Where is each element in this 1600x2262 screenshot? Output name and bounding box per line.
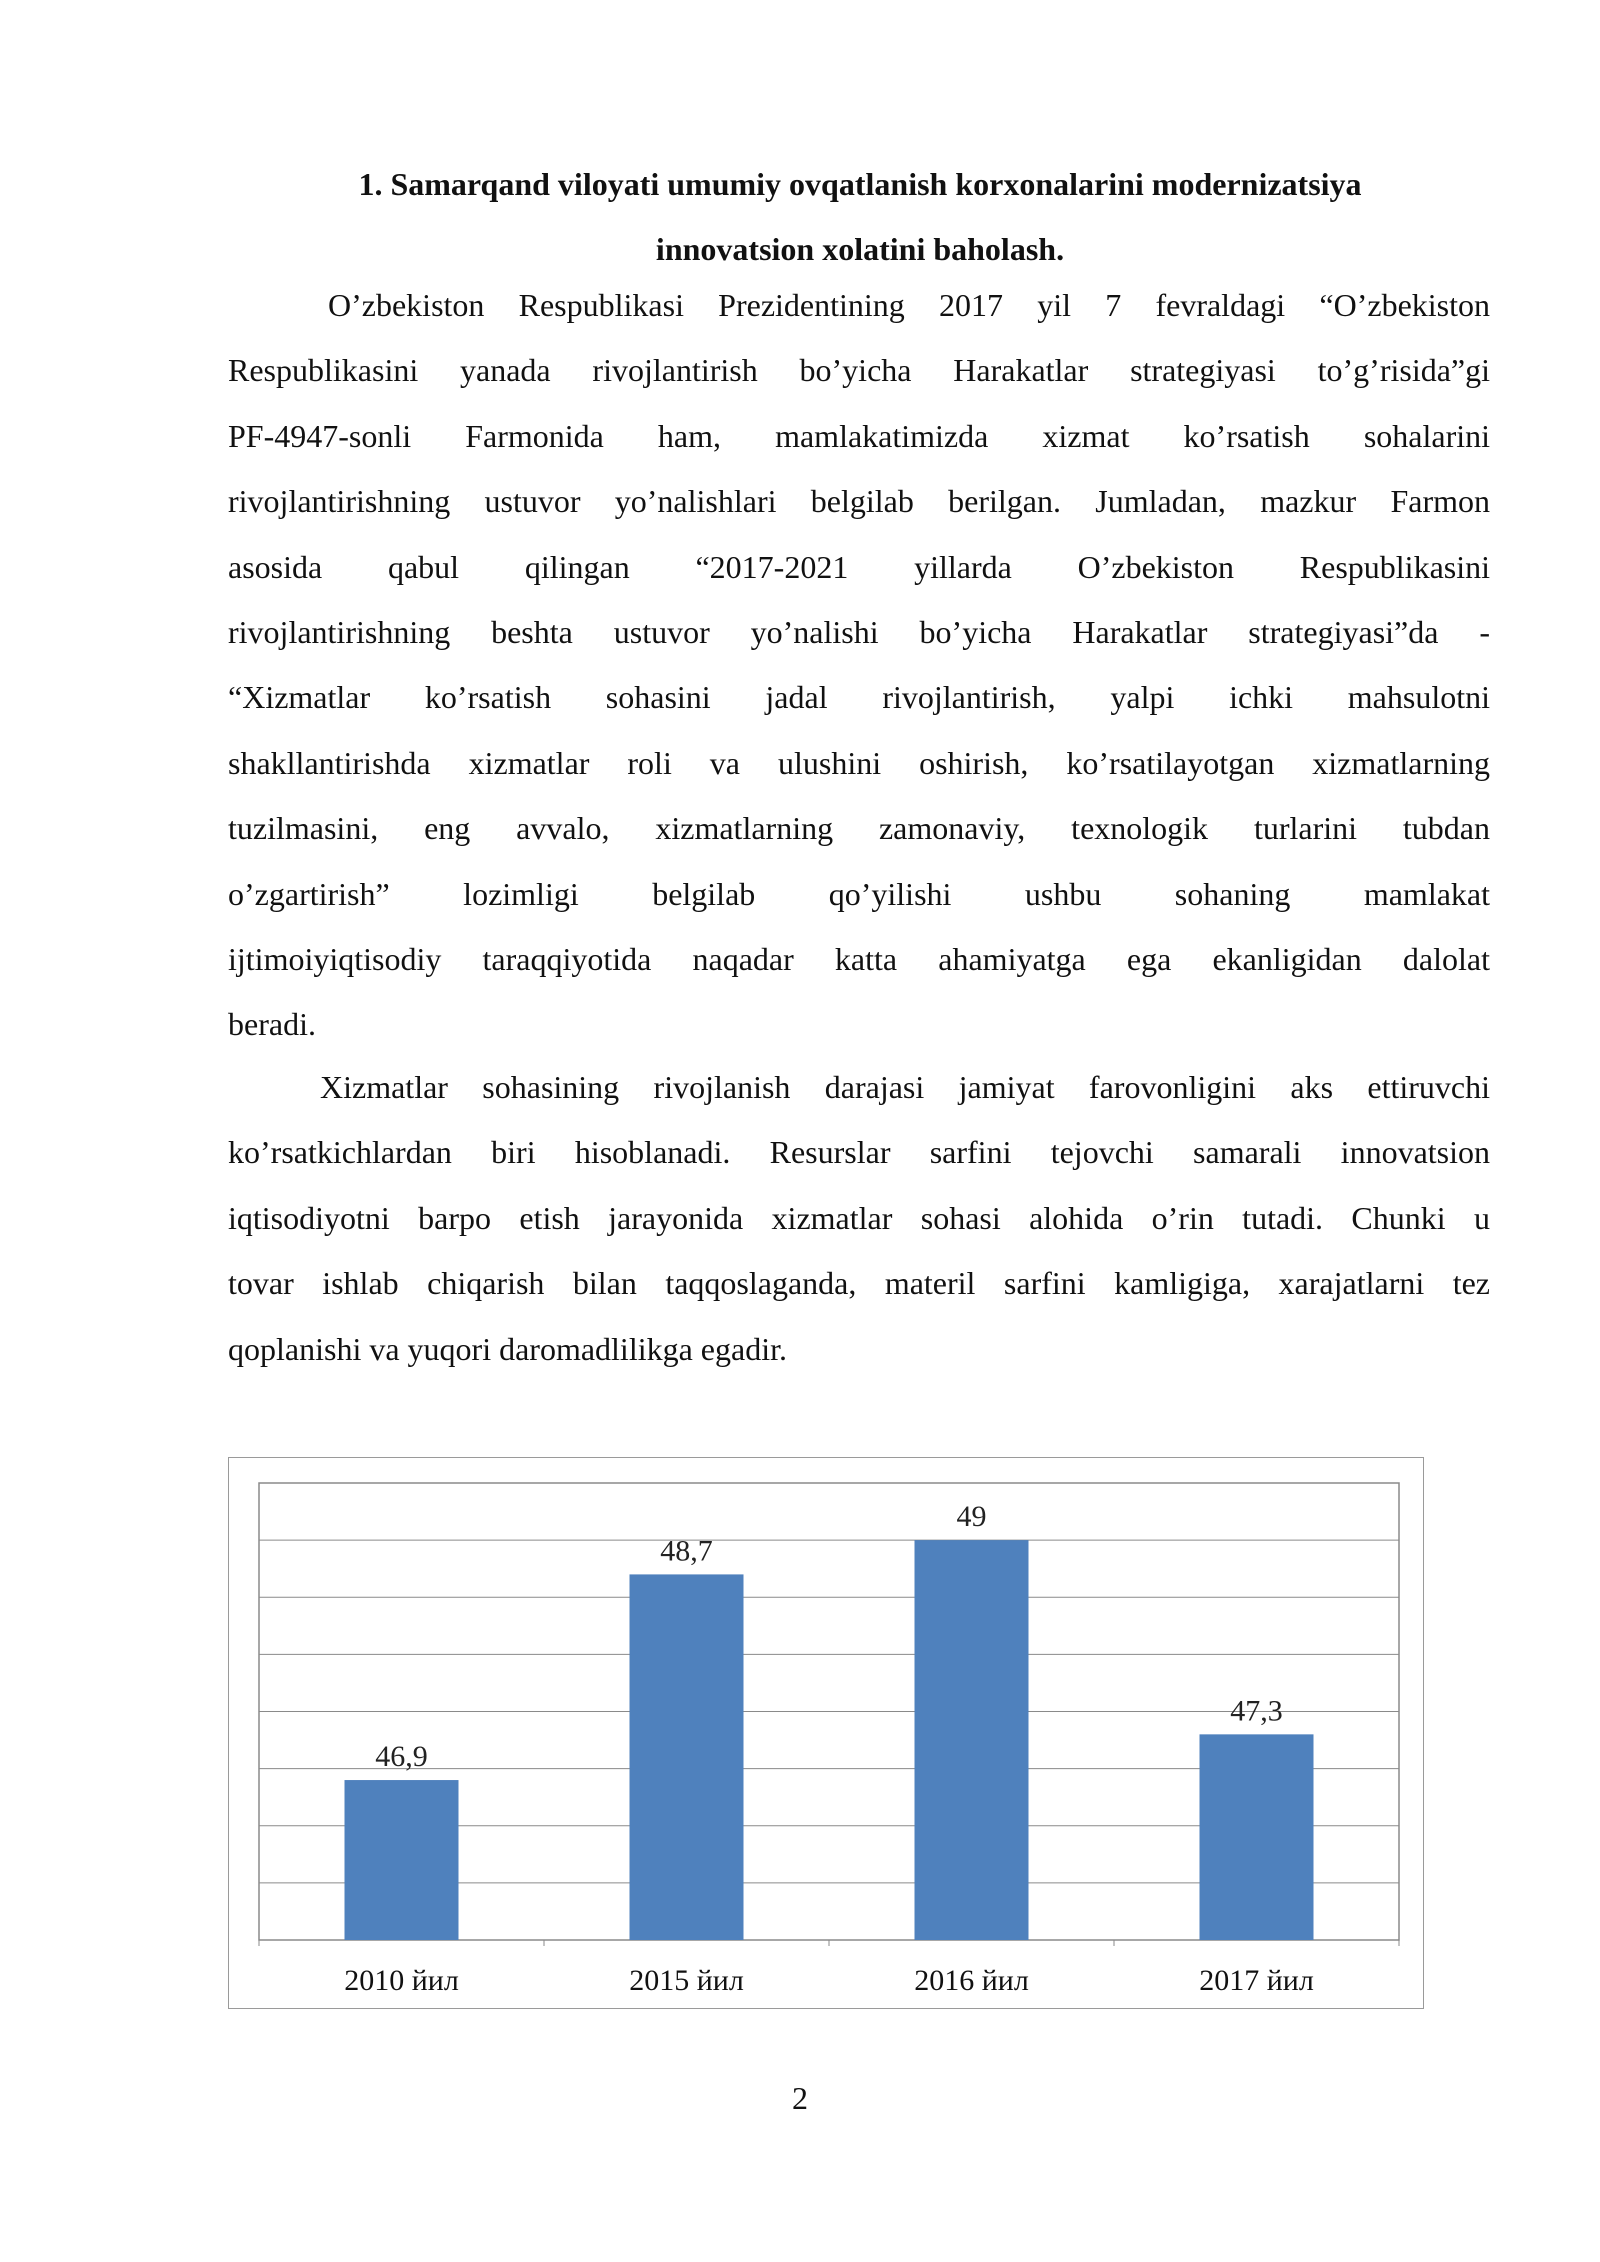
- section-heading: [230, 152, 1490, 282]
- paragraph-2-line: ko’rsatkichlardan biri hisoblanadi. Resurslar sarfini tejovchi samarali innovatsion: [228, 1134, 1490, 1171]
- data-label: 48,7: [660, 1534, 713, 1568]
- data-label: 49: [956, 1500, 987, 1534]
- paragraph-1-line: ijtimoiyiqtisodiy taraqqiyotida naqadar katta ahamiyatga ega ekanligidan dalolat: [228, 941, 1490, 978]
- paragraph-1-line: Respublikasini yanada rivojlantirish bo’yicha Harakatlar strategiyasi to’g’risida”gi: [228, 352, 1490, 389]
- paragraph-1-line: PF-4947-sonli Farmonida ham, mamlakatimizda xizmat ko’rsatish sohalarini: [228, 417, 1490, 454]
- page-number: 2: [792, 2080, 808, 2116]
- paragraph-1-line: tuzilmasini, eng avvalo, xizmatlarning zamonaviy, texnologik turlarini tubdan: [228, 810, 1490, 847]
- x-tick-label: 2016 йил: [914, 1964, 1029, 1997]
- paragraph-2-line: Xizmatlar sohasining rivojlanish darajasi jamiyat farovonligini aks ettiruvchi: [320, 1069, 1490, 1105]
- section-heading-line-2: innovatsion xolatini baholash.: [655, 231, 1065, 267]
- bar: [345, 1780, 459, 1940]
- x-tick-label: 2015 йил: [629, 1964, 744, 1997]
- paragraph-1-line: “Xizmatlar ko’rsatish sohasini jadal rivojlantirish, yalpi ichki mahsulotni: [228, 679, 1490, 716]
- chart-frame: [228, 1457, 1424, 2009]
- paragraph-2-line: iqtisodiyotni barpo etish jarayonida xizmatlar sohasi alohida o’rin tutadi. Chunki u: [228, 1199, 1490, 1236]
- paragraph-2: [228, 1055, 1490, 1382]
- paragraph-1-line: asosida qabul qilingan “2017-2021 yillarda O’zbekiston Respublikasini: [228, 548, 1490, 585]
- paragraph-1-line: o’zgartirish” lozimligi belgilab qo’yilishi ushbu sohaning mamlakat: [228, 875, 1490, 912]
- paragraph-2-line: tovar ishlab chiqarish bilan taqqoslaganda, materil sarfini kamligiga, xarajatlarni tez: [228, 1265, 1490, 1302]
- paragraph-1-line: rivojlantirishning ustuvor yo’nalishlari belgilab berilgan. Jumladan, mazkur Farmon: [228, 483, 1490, 520]
- bar: [915, 1540, 1029, 1940]
- x-tick-label: 2017 йил: [1199, 1964, 1314, 1997]
- bar: [1200, 1734, 1314, 1940]
- paragraph-2-line: qoplanishi va yuqori daromadlilikga egadir.: [228, 1330, 787, 1367]
- section-heading-line-1: 1. Samarqand viloyati umumiy ovqatlanish korxonalarini modernizatsiya: [358, 166, 1362, 202]
- data-label: 46,9: [375, 1740, 428, 1774]
- data-label: 47,3: [1230, 1694, 1283, 1728]
- paragraph-1-line: O’zbekiston Respublikasi Prezidentining 2017 yil 7 fevraldagi “O’zbekiston: [328, 287, 1490, 323]
- paragraph-1-line: rivojlantirishning beshta ustuvor yo’nalishi bo’yicha Harakatlar strategiyasi”da -: [228, 614, 1490, 651]
- bar: [630, 1574, 744, 1940]
- paragraph-1: [228, 273, 1490, 1058]
- paragraph-1-line: shakllantirishda xizmatlar roli va ulushini oshirish, ko’rsatilayotgan xizmatlarning: [228, 744, 1490, 781]
- x-tick-label: 2010 йил: [344, 1964, 459, 1997]
- paragraph-1-line: beradi.: [228, 1006, 316, 1043]
- bar-chart: [229, 1458, 1425, 2010]
